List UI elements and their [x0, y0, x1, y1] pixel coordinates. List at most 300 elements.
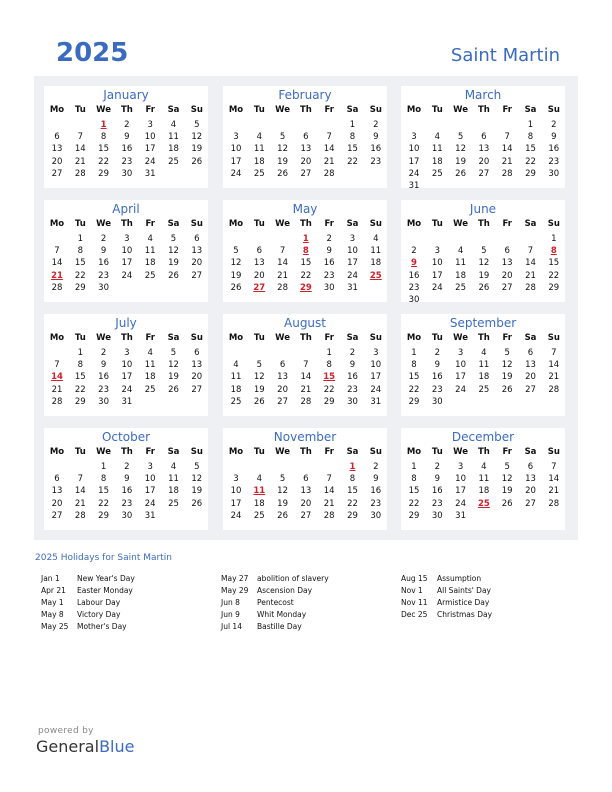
day-cell: 22 — [408, 384, 420, 395]
holiday-date: Nov 11 — [401, 598, 428, 607]
day-cell: 3 — [147, 120, 153, 130]
weekday-label: Fr — [145, 105, 155, 115]
day-cell: 18 — [168, 486, 179, 497]
day-cell: 6 — [504, 246, 510, 257]
day-cell: 14 — [300, 372, 312, 383]
day-cell: 11 — [478, 474, 490, 485]
weekday-label: Th — [477, 219, 490, 229]
weekday-label: We — [453, 333, 469, 343]
day-cell: 2 — [373, 462, 379, 472]
day-cell: 22 — [548, 270, 560, 281]
weekday-label: Mo — [406, 105, 422, 115]
day-cell: 1 — [411, 348, 417, 358]
day-cell: 3 — [233, 132, 239, 143]
holiday-date: Jul 14 — [221, 622, 242, 631]
weekday-label: We — [453, 447, 469, 457]
holiday-date: May 25 — [41, 622, 69, 631]
holiday-name: Armistice Day — [437, 598, 490, 607]
day-cell: 20 — [277, 384, 288, 395]
day-cell: 3 — [124, 348, 130, 358]
day-cell: 20 — [525, 372, 536, 383]
weekday-label: We — [275, 333, 291, 343]
day-cell: 16 — [121, 144, 133, 155]
day-cell: 26 — [253, 396, 265, 407]
day-cell: 8 — [527, 132, 534, 143]
day-cell: 22 — [74, 270, 86, 281]
day-cell: 1 — [100, 462, 107, 472]
day-cell: 25 — [230, 396, 242, 407]
day-cell: 24 — [408, 168, 420, 179]
day-cell: 20 — [191, 258, 203, 269]
holiday-date: May 8 — [41, 610, 64, 619]
day-cell: 9 — [124, 474, 130, 485]
country-title: Saint Martin — [450, 45, 560, 66]
weekday-label: Su — [547, 447, 560, 457]
weekday-label: We — [96, 447, 112, 457]
day-cell: 16 — [370, 144, 382, 155]
day-cell: 6 — [256, 246, 262, 257]
weekday-label: Sa — [167, 447, 180, 457]
day-cell: 6 — [54, 474, 60, 485]
holiday-date: Jun 8 — [221, 598, 240, 607]
day-cell: 22 — [347, 156, 358, 167]
day-cell: 13 — [277, 372, 288, 383]
day-cell: 27 — [191, 384, 203, 395]
day-cell: 27 — [277, 396, 288, 407]
day-cell: 28 — [277, 282, 288, 293]
day-cell: 17 — [121, 258, 133, 269]
weekday-label: Th — [477, 105, 490, 115]
month-march — [401, 86, 565, 191]
day-cell: 28 — [501, 168, 513, 179]
day-cell: 25 — [431, 168, 443, 179]
day-cell: 1 — [77, 234, 83, 244]
day-cell: 15 — [347, 144, 358, 155]
day-cell: 3 — [457, 462, 464, 472]
day-cell: 27 — [501, 282, 513, 293]
weekday-label: Su — [190, 333, 203, 343]
day-cell: 10 — [455, 474, 466, 485]
day-cell: 18 — [370, 258, 382, 269]
day-cell: 9 — [373, 132, 379, 143]
day-cell: 23 — [408, 282, 420, 293]
day-cell: 25 — [478, 384, 490, 395]
day-cell: 8 — [349, 132, 356, 143]
weekday-label: Sa — [167, 333, 180, 343]
day-cell: 16 — [408, 270, 420, 281]
day-cell: 15 — [74, 258, 86, 269]
day-cell: 1 — [551, 234, 557, 244]
holiday-day: 14 — [51, 372, 63, 383]
day-cell: 13 — [478, 144, 490, 155]
day-cell: 23 — [323, 270, 335, 281]
day-cell: 29 — [74, 396, 86, 407]
day-cell: 12 — [168, 246, 179, 257]
day-cell: 10 — [431, 258, 443, 269]
month-name: March — [464, 88, 502, 102]
day-cell: 18 — [144, 372, 156, 383]
day-cell: 21 — [300, 384, 312, 395]
day-cell: 15 — [548, 258, 560, 269]
weekday-label: Sa — [346, 219, 359, 229]
day-cell: 24 — [370, 384, 382, 395]
day-cell: 11 — [431, 144, 443, 155]
day-cell: 2 — [434, 462, 440, 472]
day-cell: 9 — [434, 474, 440, 485]
weekday-label: Tu — [253, 105, 265, 115]
day-cell: 19 — [191, 486, 203, 497]
weekday-label: Tu — [431, 219, 443, 229]
day-cell: 18 — [168, 144, 179, 155]
day-cell: 29 — [98, 168, 109, 179]
weekday-label: Mo — [228, 447, 244, 457]
day-cell: 17 — [370, 372, 382, 383]
weekday-label: Th — [299, 105, 312, 115]
day-cell: 20 — [191, 372, 203, 383]
day-cell: 28 — [51, 282, 63, 293]
day-cell: 5 — [233, 246, 239, 257]
day-cell: 12 — [277, 144, 288, 155]
weekday-label: Mo — [406, 219, 422, 229]
day-cell: 11 — [230, 372, 242, 383]
day-cell: 2 — [100, 348, 107, 358]
day-cell: 11 — [478, 360, 490, 371]
day-cell: 25 — [253, 168, 265, 179]
day-cell: 22 — [525, 156, 536, 167]
day-cell: 29 — [323, 396, 335, 407]
day-cell: 20 — [300, 156, 312, 167]
day-cell: 5 — [170, 234, 177, 244]
day-cell: 10 — [144, 474, 156, 485]
day-cell: 15 — [408, 372, 420, 383]
day-cell: 10 — [347, 246, 358, 257]
day-cell: 26 — [277, 168, 288, 179]
day-cell: 24 — [230, 510, 242, 521]
day-cell: 20 — [253, 270, 265, 281]
day-cell: 5 — [194, 462, 200, 472]
weekday-label: Tu — [74, 333, 86, 343]
day-cell: 30 — [98, 282, 109, 293]
day-cell: 27 — [51, 168, 63, 179]
weekday-label: Sa — [167, 219, 180, 229]
month-name: August — [284, 316, 326, 330]
day-cell: 9 — [100, 360, 107, 371]
brand-logo[interactable] — [36, 737, 134, 756]
day-cell: 18 — [431, 156, 443, 167]
holiday-name: Ascension Day — [257, 586, 313, 595]
weekday-label: Tu — [431, 333, 443, 343]
day-cell: 28 — [525, 282, 536, 293]
day-cell: 14 — [74, 144, 86, 155]
holiday-day: 1 — [302, 234, 309, 244]
day-cell: 10 — [370, 360, 382, 371]
day-cell: 8 — [100, 132, 107, 143]
day-cell: 5 — [504, 348, 510, 358]
weekday-label: Mo — [406, 333, 422, 343]
holiday-name: Whit Monday — [257, 610, 307, 619]
weekday-label: Fr — [145, 333, 155, 343]
day-cell: 6 — [303, 474, 309, 485]
weekday-label: Tu — [74, 105, 86, 115]
day-cell: 17 — [121, 372, 133, 383]
holiday-name: Victory Day — [77, 610, 121, 619]
day-cell: 4 — [233, 360, 239, 371]
day-cell: 15 — [98, 144, 109, 155]
day-cell: 19 — [501, 486, 513, 497]
weekday-label: Tu — [74, 447, 86, 457]
day-cell: 30 — [347, 396, 358, 407]
day-cell: 5 — [279, 474, 286, 485]
day-cell: 14 — [548, 360, 560, 371]
weekday-label: Su — [547, 105, 560, 115]
weekday-label: Th — [477, 333, 490, 343]
weekday-label: Fr — [324, 333, 334, 343]
day-cell: 29 — [408, 510, 420, 521]
day-cell: 7 — [326, 474, 332, 485]
day-cell: 11 — [144, 246, 156, 257]
month-name: December — [451, 430, 515, 444]
day-cell: 18 — [478, 486, 490, 497]
day-cell: 8 — [349, 474, 356, 485]
weekday-label: We — [453, 219, 469, 229]
day-cell: 6 — [481, 132, 487, 143]
weekday-label: Mo — [228, 333, 244, 343]
day-cell: 29 — [408, 396, 420, 407]
day-cell: 26 — [478, 282, 490, 293]
day-cell: 9 — [434, 360, 440, 371]
day-cell: 19 — [277, 156, 288, 167]
day-cell: 27 — [300, 510, 312, 521]
day-cell: 10 — [455, 360, 466, 371]
day-cell: 19 — [277, 498, 288, 509]
day-cell: 11 — [168, 132, 179, 143]
day-cell: 27 — [300, 168, 312, 179]
day-cell: 28 — [74, 510, 86, 521]
day-cell: 28 — [323, 168, 335, 179]
weekday-label: Sa — [346, 105, 359, 115]
weekday-label: Su — [369, 105, 382, 115]
day-cell: 7 — [504, 132, 510, 143]
day-cell: 4 — [170, 462, 177, 472]
holiday-name: Labour Day — [77, 598, 121, 607]
day-cell: 8 — [411, 360, 417, 371]
day-cell: 7 — [551, 462, 557, 472]
day-cell: 13 — [300, 486, 312, 497]
weekday-label: Th — [299, 333, 312, 343]
weekday-label: Tu — [253, 447, 265, 457]
day-cell: 1 — [527, 120, 534, 130]
month-april — [44, 200, 208, 302]
day-cell: 21 — [525, 270, 536, 281]
day-cell: 28 — [548, 384, 560, 395]
day-cell: 19 — [253, 384, 265, 395]
day-cell: 5 — [194, 120, 200, 130]
weekday-label: Th — [120, 219, 133, 229]
day-cell: 31 — [144, 510, 156, 521]
day-cell: 14 — [74, 486, 86, 497]
day-cell: 24 — [431, 282, 443, 293]
holiday-date: Jan 1 — [41, 574, 60, 583]
holiday-name: Mother's Day — [77, 622, 127, 631]
day-cell: 17 — [230, 156, 242, 167]
day-cell: 29 — [347, 510, 358, 521]
day-cell: 20 — [51, 156, 63, 167]
day-cell: 24 — [144, 156, 156, 167]
day-cell: 19 — [455, 156, 466, 167]
day-cell: 14 — [323, 486, 335, 497]
day-cell: 11 — [455, 258, 466, 269]
weekday-label: Su — [369, 333, 382, 343]
day-cell: 22 — [300, 270, 312, 281]
weekday-label: Fr — [324, 219, 334, 229]
day-cell: 11 — [168, 474, 179, 485]
day-cell: 16 — [548, 144, 560, 155]
day-cell: 7 — [54, 360, 60, 371]
day-cell: 6 — [194, 348, 200, 358]
weekday-label: Su — [190, 105, 203, 115]
weekday-label: We — [96, 219, 112, 229]
day-cell: 6 — [303, 132, 309, 143]
month-name: July — [115, 316, 137, 330]
day-cell: 3 — [411, 132, 417, 143]
holiday-day: 1 — [100, 120, 107, 130]
day-cell: 23 — [98, 270, 109, 281]
day-cell: 31 — [455, 510, 466, 521]
day-cell: 9 — [373, 474, 379, 485]
day-cell: 7 — [77, 132, 83, 143]
day-cell: 9 — [124, 132, 130, 143]
day-cell: 15 — [408, 486, 420, 497]
day-cell: 2 — [124, 120, 130, 130]
day-cell: 25 — [253, 510, 265, 521]
weekday-label: Mo — [49, 333, 65, 343]
day-cell: 28 — [300, 396, 312, 407]
holidays-title: 2025 Holidays for Saint Martin — [35, 553, 172, 563]
month-june — [401, 200, 565, 305]
day-cell: 14 — [501, 144, 513, 155]
day-cell: 24 — [144, 498, 156, 509]
day-cell: 29 — [525, 168, 536, 179]
day-cell: 16 — [347, 372, 358, 383]
weekday-label: We — [275, 447, 291, 457]
day-cell: 12 — [478, 258, 490, 269]
day-cell: 1 — [326, 348, 332, 358]
day-cell: 3 — [124, 234, 130, 244]
holiday-name: Easter Monday — [77, 586, 133, 595]
day-cell: 4 — [147, 348, 153, 358]
day-cell: 26 — [168, 384, 179, 395]
day-cell: 16 — [98, 372, 109, 383]
day-cell: 31 — [121, 396, 133, 407]
month-september — [401, 314, 565, 416]
day-cell: 22 — [98, 498, 109, 509]
holiday-day: 1 — [349, 462, 356, 472]
day-cell: 2 — [124, 462, 130, 472]
day-cell: 12 — [455, 144, 466, 155]
day-cell: 17 — [431, 270, 443, 281]
day-cell: 14 — [277, 258, 288, 269]
day-cell: 17 — [144, 486, 156, 497]
holiday-day: 8 — [302, 246, 309, 257]
weekday-label: Tu — [431, 447, 443, 457]
day-cell: 4 — [256, 132, 262, 143]
day-cell: 28 — [323, 510, 335, 521]
day-cell: 28 — [74, 168, 86, 179]
day-cell: 2 — [349, 348, 356, 358]
weekday-label: Mo — [228, 219, 244, 229]
day-cell: 20 — [300, 498, 312, 509]
day-cell: 21 — [501, 156, 513, 167]
day-cell: 7 — [279, 246, 286, 257]
day-cell: 4 — [147, 234, 153, 244]
day-cell: 8 — [100, 474, 107, 485]
day-cell: 5 — [457, 132, 464, 143]
weekday-label: Sa — [524, 447, 537, 457]
day-cell: 9 — [326, 246, 332, 257]
day-cell: 23 — [347, 384, 358, 395]
day-cell: 31 — [408, 181, 420, 191]
day-cell: 8 — [77, 360, 83, 371]
day-cell: 24 — [230, 168, 242, 179]
weekday-label: Sa — [524, 105, 537, 115]
day-cell: 27 — [525, 384, 536, 395]
day-cell: 21 — [74, 156, 86, 167]
month-name: September — [449, 316, 517, 330]
day-cell: 3 — [373, 348, 379, 358]
day-cell: 27 — [525, 498, 536, 509]
day-cell: 5 — [481, 246, 487, 257]
day-cell: 24 — [455, 384, 466, 395]
day-cell: 4 — [457, 246, 464, 257]
holiday-date: Apr 21 — [41, 586, 66, 595]
day-cell: 26 — [501, 498, 513, 509]
day-cell: 15 — [98, 486, 109, 497]
month-may — [223, 200, 387, 302]
day-cell: 12 — [253, 372, 265, 383]
day-cell: 14 — [548, 474, 560, 485]
day-cell: 30 — [431, 396, 443, 407]
day-cell: 4 — [170, 120, 177, 130]
holiday-day: 15 — [323, 372, 336, 383]
holiday-date: May 1 — [41, 598, 64, 607]
day-cell: 25 — [144, 270, 156, 281]
day-cell: 26 — [501, 384, 513, 395]
day-cell: 12 — [191, 474, 203, 485]
day-cell: 9 — [100, 246, 107, 257]
day-cell: 4 — [481, 462, 487, 472]
day-cell: 20 — [501, 270, 513, 281]
day-cell: 11 — [370, 246, 382, 257]
day-cell: 21 — [277, 270, 288, 281]
day-cell: 15 — [74, 372, 86, 383]
day-cell: 31 — [347, 282, 358, 293]
day-cell: 24 — [121, 270, 133, 281]
day-cell: 9 — [349, 360, 356, 371]
day-cell: 23 — [431, 384, 443, 395]
weekday-label: Sa — [524, 333, 537, 343]
day-cell: 6 — [279, 360, 286, 371]
day-cell: 4 — [256, 474, 262, 485]
weekday-label: Fr — [324, 105, 334, 115]
weekday-label: Th — [477, 447, 490, 457]
day-cell: 23 — [121, 498, 133, 509]
day-cell: 3 — [457, 348, 464, 358]
day-cell: 22 — [74, 384, 86, 395]
day-cell: 13 — [253, 258, 265, 269]
day-cell: 1 — [411, 462, 417, 472]
weekday-label: Th — [120, 333, 133, 343]
holiday-day: 11 — [253, 486, 266, 497]
